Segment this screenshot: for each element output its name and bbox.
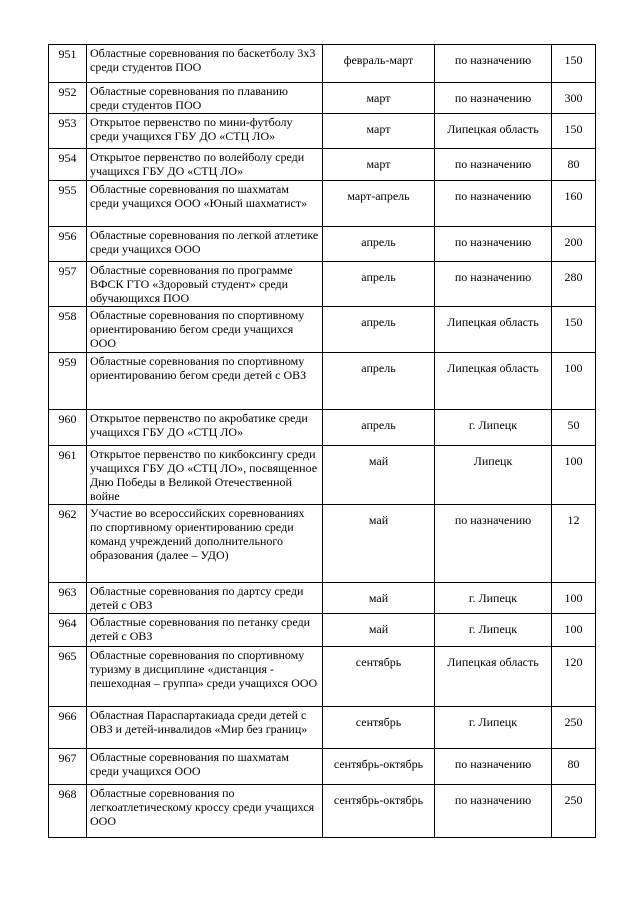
- table-row: [49, 181, 596, 227]
- table-row: [49, 446, 596, 505]
- participant-count: 160: [552, 181, 596, 227]
- table-row: [49, 307, 596, 353]
- table-row: [49, 114, 596, 149]
- row-number: 955: [49, 181, 87, 227]
- participant-count: 100: [552, 583, 596, 614]
- event-date: сентябрь: [323, 707, 435, 749]
- event-date: апрель: [323, 227, 435, 262]
- event-place: по назначению: [435, 505, 552, 583]
- event-place: г. Липецк: [435, 707, 552, 749]
- event-description: Областные соревнования по плаванию среди студентов ПОО: [87, 83, 323, 114]
- event-place: Липецк: [435, 446, 552, 505]
- event-description: Открытое первенство по волейболу среди учащихся ГБУ ДО «СТЦ ЛО»: [87, 149, 323, 181]
- participant-count: 250: [552, 707, 596, 749]
- participant-count: 280: [552, 262, 596, 307]
- row-number: 956: [49, 227, 87, 262]
- participant-count: 150: [552, 307, 596, 353]
- row-number: 967: [49, 749, 87, 785]
- participant-count: 50: [552, 410, 596, 446]
- row-number: 952: [49, 83, 87, 114]
- event-place: по назначению: [435, 227, 552, 262]
- event-description: Участие во всероссийских соревнованиях по спортивному ориентированию среди команд учреждений дополнительного образования (далее – УДО): [87, 505, 323, 583]
- table-row: [49, 83, 596, 114]
- event-place: по назначению: [435, 785, 552, 838]
- event-place: Липецкая область: [435, 307, 552, 353]
- event-place: по назначению: [435, 149, 552, 181]
- event-description: Областные соревнования по шахматам среди учащихся ООО: [87, 749, 323, 785]
- row-number: 961: [49, 446, 87, 505]
- participant-count: 12: [552, 505, 596, 583]
- table-row: [49, 647, 596, 707]
- participant-count: 100: [552, 353, 596, 410]
- event-place: по назначению: [435, 181, 552, 227]
- event-description: Областные соревнования по петанку среди детей с ОВЗ: [87, 614, 323, 647]
- event-date: май: [323, 583, 435, 614]
- row-number: 951: [49, 45, 87, 83]
- event-description: Областные соревнования по шахматам среди учащихся ООО «Юный шахматист»: [87, 181, 323, 227]
- table-row: [49, 707, 596, 749]
- table-row: [49, 45, 596, 83]
- participant-count: 250: [552, 785, 596, 838]
- event-date: март-апрель: [323, 181, 435, 227]
- table-row: [49, 505, 596, 583]
- event-place: Липецкая область: [435, 647, 552, 707]
- table-row: [49, 583, 596, 614]
- event-place: по назначению: [435, 262, 552, 307]
- event-date: май: [323, 614, 435, 647]
- event-date: апрель: [323, 353, 435, 410]
- event-date: май: [323, 446, 435, 505]
- row-number: 963: [49, 583, 87, 614]
- participant-count: 120: [552, 647, 596, 707]
- table-row: [49, 614, 596, 647]
- event-date: апрель: [323, 262, 435, 307]
- event-date: февраль-март: [323, 45, 435, 83]
- event-description: Областные соревнования по легкой атлетике среди учащихся ООО: [87, 227, 323, 262]
- table-row: [49, 353, 596, 410]
- row-number: 965: [49, 647, 87, 707]
- event-description: Открытое первенство по акробатике среди учащихся ГБУ ДО «СТЦ ЛО»: [87, 410, 323, 446]
- event-date: сентябрь-октябрь: [323, 749, 435, 785]
- event-description: Открытое первенство по мини-футболу среди учащихся ГБУ ДО «СТЦ ЛО»: [87, 114, 323, 149]
- events-table: [48, 44, 596, 838]
- event-description: Областные соревнования по спортивному туризму в дисциплине «дистанция - пешеходная – группа» среди учащихся ООО: [87, 647, 323, 707]
- row-number: 954: [49, 149, 87, 181]
- participant-count: 300: [552, 83, 596, 114]
- event-place: г. Липецк: [435, 583, 552, 614]
- participant-count: 100: [552, 614, 596, 647]
- event-place: г. Липецк: [435, 410, 552, 446]
- participant-count: 150: [552, 114, 596, 149]
- participant-count: 80: [552, 149, 596, 181]
- event-description: Областные соревнования по дартсу среди детей с ОВЗ: [87, 583, 323, 614]
- row-number: 959: [49, 353, 87, 410]
- event-date: апрель: [323, 410, 435, 446]
- event-date: май: [323, 505, 435, 583]
- event-place: по назначению: [435, 749, 552, 785]
- event-place: г. Липецк: [435, 614, 552, 647]
- participant-count: 200: [552, 227, 596, 262]
- event-date: март: [323, 149, 435, 181]
- event-date: сентябрь: [323, 647, 435, 707]
- table-row: [49, 410, 596, 446]
- event-date: апрель: [323, 307, 435, 353]
- event-date: март: [323, 114, 435, 149]
- participant-count: 150: [552, 45, 596, 83]
- event-description: Областные соревнования по баскетболу 3х3 среди студентов ПОО: [87, 45, 323, 83]
- table-row: [49, 149, 596, 181]
- row-number: 953: [49, 114, 87, 149]
- table-row: [49, 749, 596, 785]
- row-number: 966: [49, 707, 87, 749]
- event-description: Областные соревнования по спортивному ориентированию бегом среди учащихся ООО: [87, 307, 323, 353]
- event-date: март: [323, 83, 435, 114]
- events-table-body: [49, 45, 596, 838]
- row-number: 964: [49, 614, 87, 647]
- table-row: [49, 785, 596, 838]
- event-description: Областные соревнования по программе ВФСК ГТО «Здоровый студент» среди обучающихся ПОО: [87, 262, 323, 307]
- event-description: Открытое первенство по кикбоксингу среди учащихся ГБУ ДО «СТЦ ЛО», посвященное Дню Победы в Великой Отечественной войне: [87, 446, 323, 505]
- row-number: 960: [49, 410, 87, 446]
- event-place: Липецкая область: [435, 353, 552, 410]
- row-number: 957: [49, 262, 87, 307]
- row-number: 958: [49, 307, 87, 353]
- event-description: Областные соревнования по легкоатлетическому кроссу среди учащихся ООО: [87, 785, 323, 838]
- row-number: 962: [49, 505, 87, 583]
- event-description: Областная Параспартакиада среди детей с ОВЗ и детей-инвалидов «Мир без границ»: [87, 707, 323, 749]
- participant-count: 100: [552, 446, 596, 505]
- table-row: [49, 227, 596, 262]
- event-description: Областные соревнования по спортивному ориентированию бегом среди детей с ОВЗ: [87, 353, 323, 410]
- table-row: [49, 262, 596, 307]
- event-date: сентябрь-октябрь: [323, 785, 435, 838]
- event-place: по назначению: [435, 83, 552, 114]
- event-place: по назначению: [435, 45, 552, 83]
- event-place: Липецкая область: [435, 114, 552, 149]
- participant-count: 80: [552, 749, 596, 785]
- row-number: 968: [49, 785, 87, 838]
